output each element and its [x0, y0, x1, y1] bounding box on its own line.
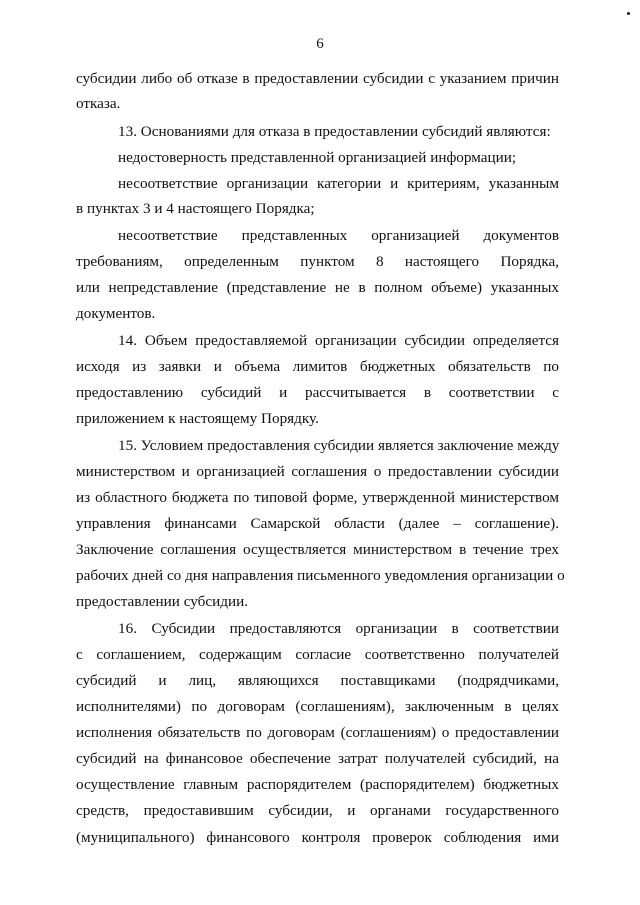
text-line: министерством и организацией соглашения о предоставлении субсидии — [76, 463, 559, 480]
text-line: управления финансами Самарской области (далее – соглашение). — [76, 515, 559, 532]
text-line: приложением к настоящему Порядку. — [76, 410, 319, 427]
text-line: 14. Объем предоставляемой организации субсидии определяется — [118, 332, 559, 349]
text-line: (муниципального) финансового контроля проверок соблюдения ими — [76, 829, 559, 846]
text-line: несоответствие представленных организацией документов — [118, 227, 559, 244]
text-line: исполнения обязательств по договорам (соглашениям) о предоставлении — [76, 724, 559, 741]
text-line: средств, предоставившим субсидии, и органами государственного — [76, 802, 559, 819]
page-number: 6 — [316, 36, 324, 52]
text-line: исходя из заявки и объема лимитов бюджетных обязательств по — [76, 358, 559, 375]
text-line: документов. — [76, 305, 156, 322]
text-line: рабочих дней со дня направления письменного уведомления организации о — [76, 567, 565, 584]
text-line: субсидий и лиц, являющихся поставщиками (подрядчиками, — [76, 672, 559, 689]
text-line: с соглашением, содержащим согласие соответственно получателей — [76, 646, 559, 663]
text-line: предоставлении субсидии. — [76, 593, 249, 610]
text-line: отказа. — [76, 95, 121, 112]
text-line: требованиям, определенным пунктом 8 настоящего Порядка, — [76, 253, 559, 270]
text-line: субсидии либо об отказе в предоставлении субсидии с указанием причин — [76, 70, 559, 87]
text-line: 13. Основаниями для отказа в предоставлении субсидий являются: — [118, 123, 551, 140]
text-line: исполнителями) по договорам (соглашениям), заключенным в целях — [76, 698, 559, 715]
text-line: субсидий на финансовое обеспечение затрат получателей субсидий, на — [76, 750, 559, 767]
text-line: недостоверность представленной организацией информации; — [118, 149, 517, 166]
text-line: Заключение соглашения осуществляется министерством в течение трех — [76, 541, 559, 558]
text-line: 15. Условием предоставления субсидии является заключение между — [118, 437, 560, 454]
text-line: несоответствие организации категории и критериям, указанным — [118, 175, 559, 192]
text-line: или непредставление (представление не в полном объеме) указанных — [76, 279, 559, 296]
scan-mark — [627, 12, 630, 15]
text-line: в пунктах 3 и 4 настоящего Порядка; — [76, 200, 315, 217]
text-line: 16. Субсидии предоставляются организации в соответствии — [118, 620, 559, 637]
text-line: из областного бюджета по типовой форме, утвержденной министерством — [76, 489, 559, 506]
text-line: предоставлению субсидий и рассчитывается в соответствии с — [76, 384, 559, 401]
text-line: осуществление главным распорядителем (распорядителем) бюджетных — [76, 776, 559, 793]
